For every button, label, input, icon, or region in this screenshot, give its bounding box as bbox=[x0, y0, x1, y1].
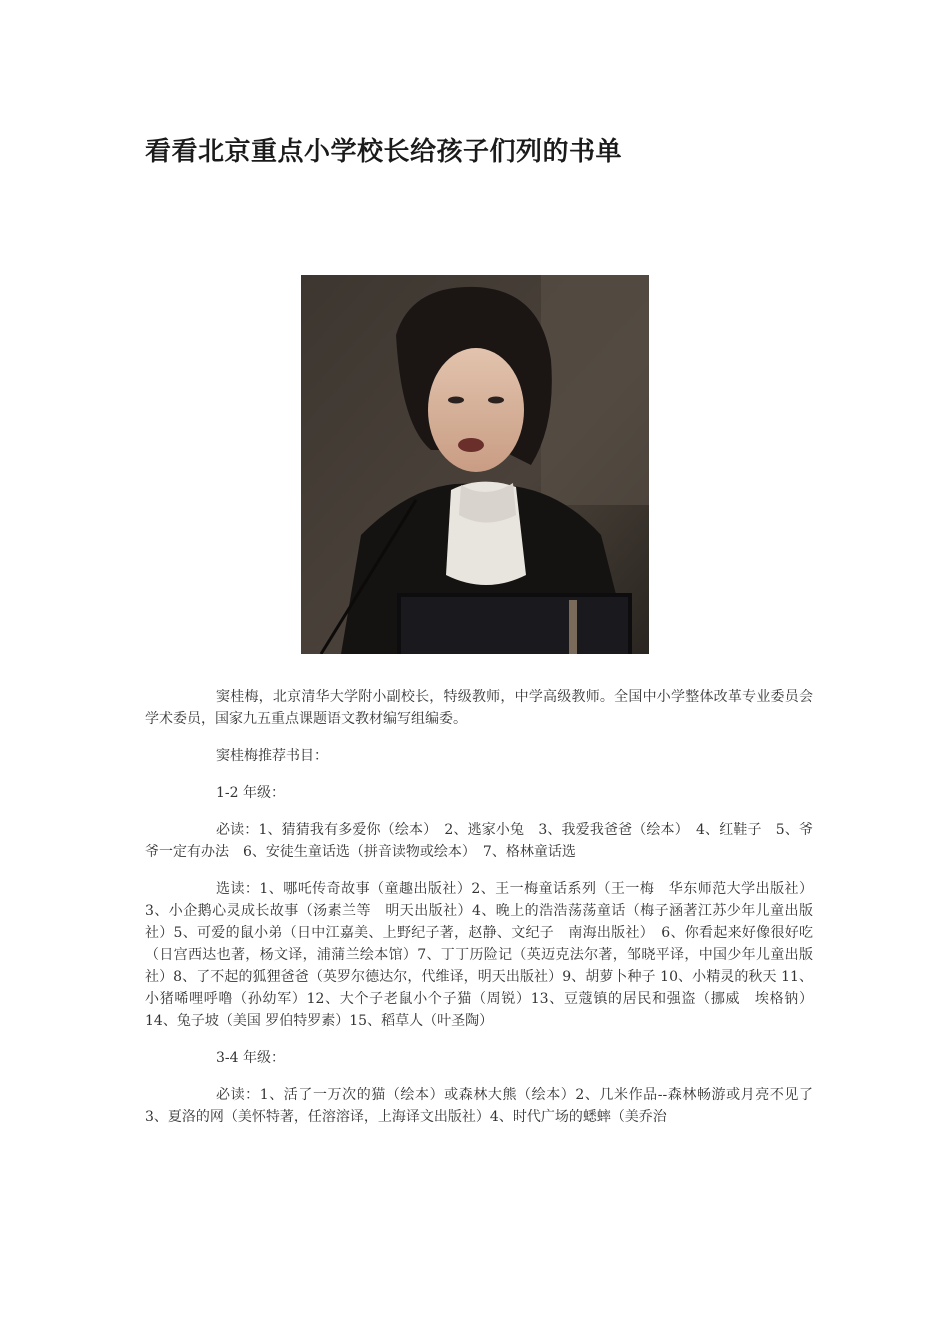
article-body bbox=[145, 686, 827, 1143]
article-title: 看看北京重点小学校长给孩子们列的书单 bbox=[145, 137, 623, 167]
grade-1-2-optional-list: 选读：1、哪吒传奇故事（童趣出版社）2、王一梅童话系列（王一梅 华东师范大学出版社）3、小企鹅心灵成长故事（汤素兰等 明天出版社）4、晚上的浩浩荡荡童话（梅子涵著江苏少年儿童出版社）5、可爱的鼠小弟（日中江嘉美、上野纪子著，赵静、文纪子 南海出版社） 6、你看起来好像很好吃（日宫西达也著，杨文译，浦蒲兰绘本馆）7、丁丁历险记（英迈克法尔著，邹晓平译，中国少年儿童出版社）8、了不起的狐狸爸爸（英罗尔德达尔，代维译，明天出版社）9、胡萝卜种子 10、小精灵的秋天 11、小猪唏哩呼噜（孙幼军）12、大个子老鼠小个子猫（周锐）13、豆蔻镇的居民和强盗（挪威 埃格钠）14、兔子坡（美国 罗伯特罗素）15、稻草人（叶圣陶） bbox=[145, 881, 813, 1029]
portrait-photo bbox=[301, 275, 649, 654]
recommendation-heading: 窦桂梅推荐书目： bbox=[216, 748, 328, 764]
grade-3-4-heading: 3-4 年级： bbox=[216, 1050, 285, 1066]
grade-1-2-heading: 1-2 年级： bbox=[216, 785, 285, 801]
author-bio-paragraph: 窦桂梅，北京清华大学附小副校长，特级教师，中学高级教师。全国中小学整体改革专业委员会学术委员，国家九五重点课题语文教材编写组编委。 bbox=[145, 689, 813, 727]
grade-3-4-required-list: 必读：1、活了一万次的猫（绘本）或森林大熊（绘本）2、几米作品--森林畅游或月亮不见了 3、夏洛的网（美怀特著，任溶溶译，上海译文出版社）4、时代广场的蟋蟀（美乔治 bbox=[145, 1087, 827, 1125]
grade-1-2-required-list: 必读：1、猜猜我有多爱你（绘本） 2、逃家小兔 3、我爱我爸爸（绘本） 4、红鞋子 5、爷爷一定有办法 6、安徒生童话选（拼音读物或绘本） 7、格林童话选 bbox=[145, 822, 813, 860]
portrait-illustration bbox=[301, 275, 649, 654]
